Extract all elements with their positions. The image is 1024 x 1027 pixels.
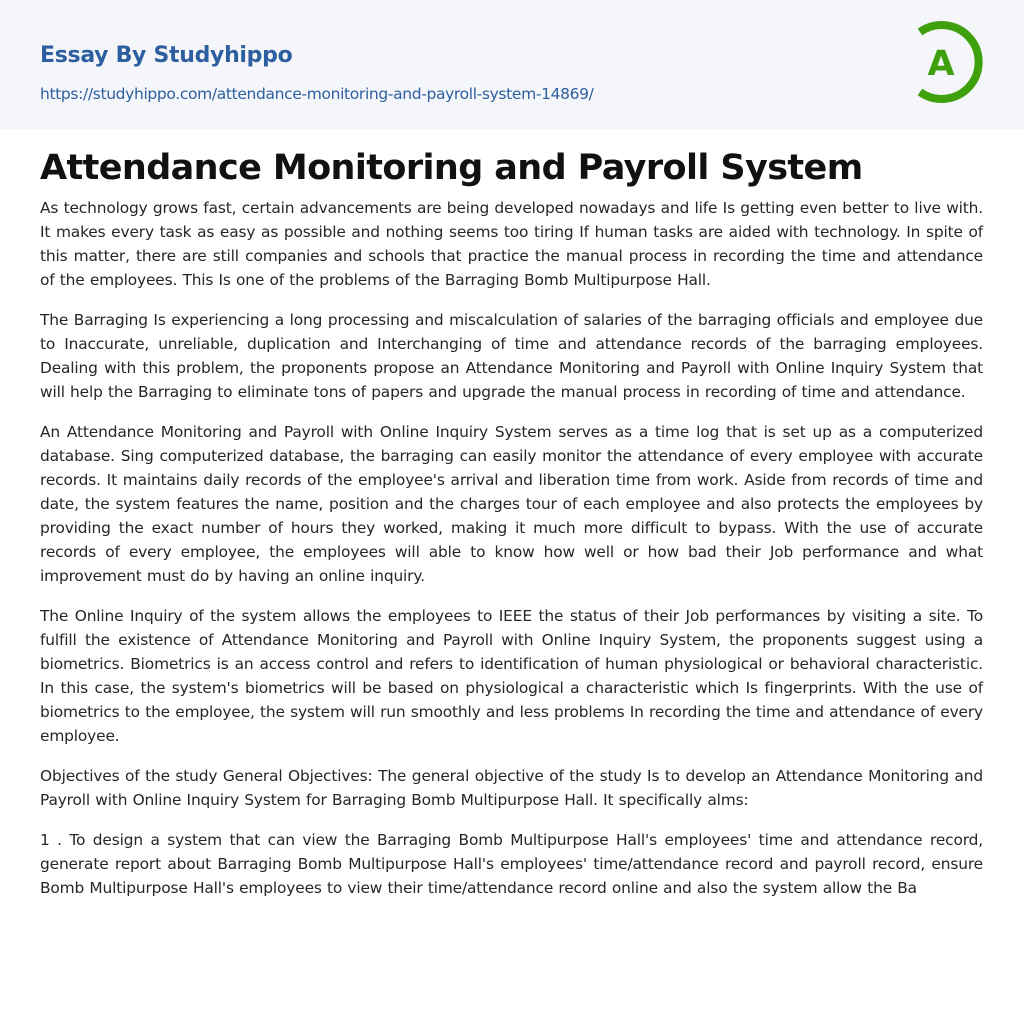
article-paragraph: Objectives of the study General Objectives: The general objective of the study Is to develop an Attendance Monitoring and Payroll with Online Inquiry System for Barraging Bomb Multipurpose Hall. It specifically alms: — [40, 767, 983, 809]
brand-title: Essay By Studyhippo — [40, 43, 293, 68]
source-url-link[interactable]: https://studyhippo.com/attendance-monitoring-and-payroll-system-14869/ — [40, 85, 594, 103]
article-paragraph: An Attendance Monitoring and Payroll with Online Inquiry System serves as a time log that is set up as a computerized database. Sing computerized database, the barraging can easily monitor the attendance of every employee with accurate records. It maintains daily records of the employee's arrival and liberation time from work. Aside from records of time and date, the system features the name, position and the charges tour of each employee and also protects the employees by providing the exact number of hours they worked, making it much more difficult to bypass. With the use of accurate records of every employee, the employees will able to know how well or how bad their Job performance and what improvement must do by having an online inquiry. — [40, 423, 983, 585]
article-paragraph: As technology grows fast, certain advancements are being developed nowadays and life Is getting even better to live with. It makes every task as easy as possible and nothing seems too tiring If human tasks are aided with technology. In spite of this matter, there are still companies and schools that practice the manual process in recording the time and attendance of the employees. This Is one of the problems of the Barraging Bomb Multipurpose Hall. — [40, 199, 983, 289]
article-title: Attendance Monitoring and Payroll System — [40, 148, 863, 188]
article-paragraph: The Barraging Is experiencing a long processing and miscalculation of salaries of the barraging officials and employee due to Inaccurate, unreliable, duplication and Interchanging of time and attendance records of the barraging employees. Dealing with this problem, the proponents propose an Attendance Monitoring and Payroll with Online Inquiry System that will help the Barraging to eliminate tons of papers and upgrade the manual process in recording of time and attendance. — [40, 311, 983, 401]
logo-letter: A — [927, 44, 955, 84]
article-paragraph-truncated: 1 . To design a system that can view the Barraging Bomb Multipurpose Hall's employees' time and attendance record, generate report about Barraging Bomb Multipurpose Hall's employees' time/attendance record and payroll record, ensure Bomb Multipurpose Hall's employees to view their time/attendance record online and also the system allow the Ba — [40, 831, 983, 897]
article-paragraph: The Online Inquiry of the system allows the employees to IEEE the status of their Job performances by visiting a site. To fulfill the existence of Attendance Monitoring and Payroll with Online Inquiry System, the proponents suggest using a biometrics. Biometrics is an access control and refers to identification of human physiological or behavioral characteristic. In this case, the system's biometrics will be based on physiological a characteristic which Is fingerprints. With the use of biometrics to the employee, the system will run smoothly and less problems In recording the time and attendance of every employee. — [40, 607, 983, 745]
